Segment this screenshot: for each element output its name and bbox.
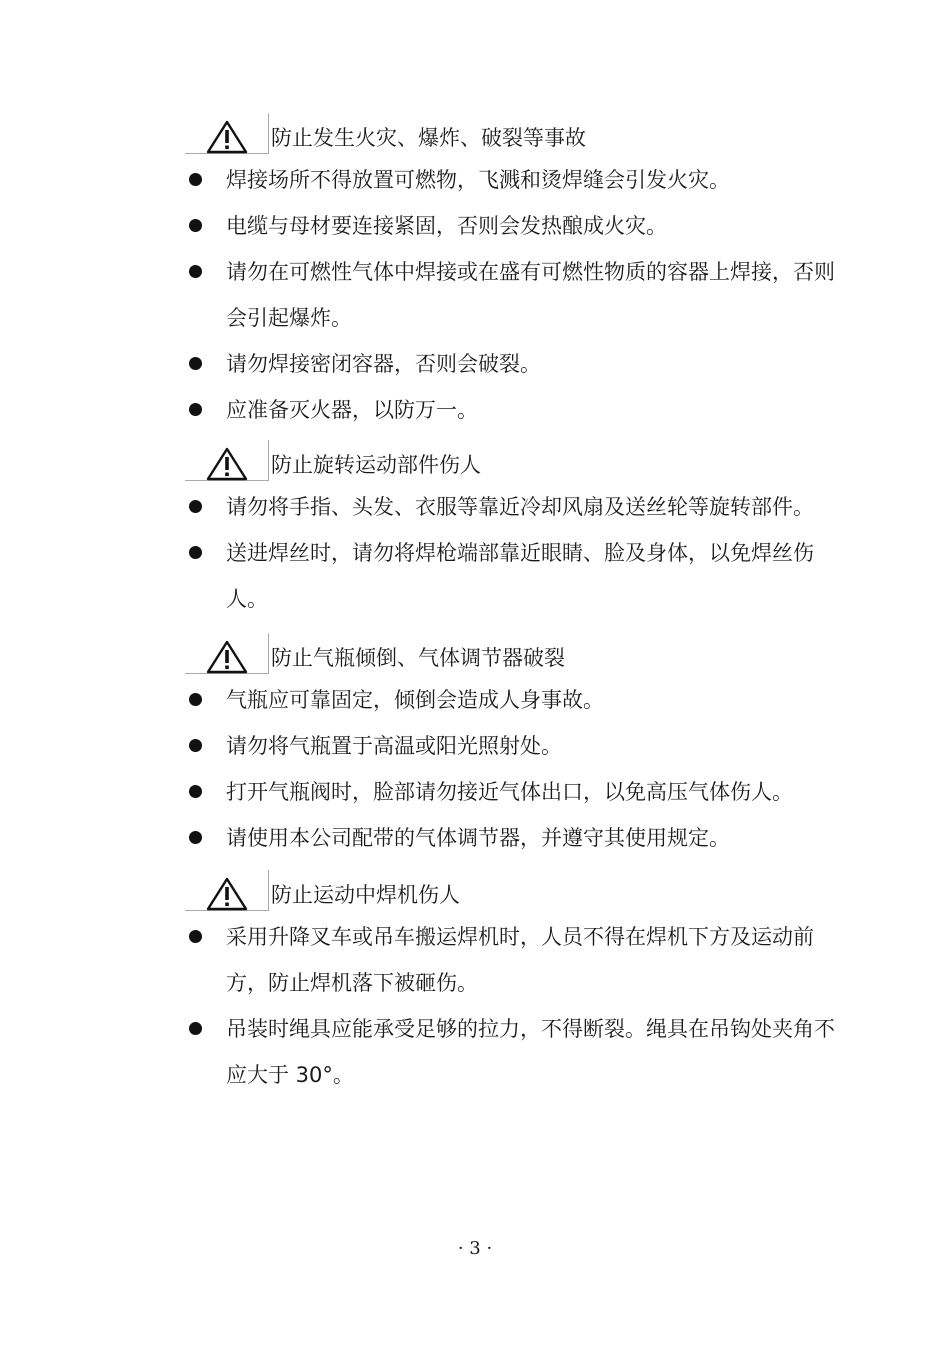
list-item-text: 请使用本公司配带的气体调节器，并遵守其使用规定。 (226, 826, 730, 850)
list-item (0, 769, 851, 815)
list-item-text: 气瓶应可靠固定，倾倒会造成人身事故。 (226, 688, 604, 712)
list-item-text: 电缆与母材要连接紧固，否则会发热酿成火灾。 (226, 214, 667, 238)
list-item (0, 157, 851, 203)
bullet-list (0, 677, 950, 861)
list-item-text: 打开气瓶阀时，脸部请勿接近气体出口，以免高压气体伤人。 (226, 780, 793, 804)
list-item-text: 采用升降叉车或吊车搬运焊机时，人员不得在焊机下方及运动前方，防止焊机落下被砸伤。 (226, 925, 814, 995)
section-gas-cylinder (0, 633, 950, 861)
list-item-text: 吊装时绳具应能承受足够的拉力，不得断裂。绳具在吊钩处夹角不应大于 30°。 (226, 1017, 835, 1087)
list-item (0, 341, 851, 387)
list-item (0, 203, 851, 249)
bullet-icon (189, 173, 202, 186)
warning-icon-box (185, 440, 269, 481)
list-item (0, 484, 851, 530)
warning-icon-box (185, 113, 269, 154)
section-heading: 防止气瓶倾倒、气体调节器破裂 (271, 646, 565, 670)
list-item-text: 请勿将手指、头发、衣服等靠近冷却风扇及送丝轮等旋转部件。 (226, 495, 814, 519)
bullet-icon (189, 831, 202, 844)
warning-heading (185, 440, 950, 484)
bullet-list (0, 157, 950, 433)
section-moving-welder (0, 870, 950, 1098)
bullet-icon (189, 930, 202, 943)
warning-icon-box (185, 633, 269, 674)
warning-triangle-icon (205, 446, 249, 482)
list-item-text: 请勿将气瓶置于高温或阳光照射处。 (226, 734, 562, 758)
list-item-text: 送进焊丝时，请勿将焊枪端部靠近眼睛、脸及身体，以免焊丝伤人。 (226, 541, 814, 611)
list-item (0, 723, 851, 769)
bullet-icon (189, 1022, 202, 1035)
list-item (0, 815, 851, 861)
warning-triangle-icon (205, 639, 249, 675)
bullet-icon (189, 739, 202, 752)
list-item-text: 请勿在可燃性气体中焊接或在盛有可燃性物质的容器上焊接，否则会引起爆炸。 (226, 260, 835, 330)
section-fire-explosion (0, 113, 950, 433)
warning-icon-box (185, 870, 269, 911)
warning-heading (185, 113, 950, 157)
bullet-icon (189, 357, 202, 370)
page-number: · 3 · (457, 1238, 493, 1259)
bullet-list (0, 484, 950, 622)
bullet-list (0, 914, 950, 1098)
list-item (0, 387, 851, 433)
list-item (0, 677, 851, 723)
section-rotating-parts (0, 440, 950, 622)
bullet-icon (189, 785, 202, 798)
warning-triangle-icon (205, 119, 249, 155)
warning-heading (185, 633, 950, 677)
bullet-icon (189, 265, 202, 278)
list-item (0, 530, 851, 622)
bullet-icon (189, 403, 202, 416)
warning-triangle-icon (205, 876, 249, 912)
section-heading: 防止旋转运动部件伤人 (271, 453, 481, 477)
list-item-text: 焊接场所不得放置可燃物，飞溅和烫焊缝会引发火灾。 (226, 168, 730, 192)
bullet-icon (189, 693, 202, 706)
warning-heading (185, 870, 950, 914)
list-item-text: 应准备灭火器，以防万一。 (226, 398, 478, 422)
list-item-text: 请勿焊接密闭容器，否则会破裂。 (226, 352, 541, 376)
section-heading: 防止发生火灾、爆炸、破裂等事故 (271, 126, 586, 150)
section-heading: 防止运动中焊机伤人 (271, 883, 460, 907)
list-item (0, 914, 851, 1006)
bullet-icon (189, 219, 202, 232)
list-item (0, 249, 851, 341)
bullet-icon (189, 500, 202, 513)
bullet-icon (189, 546, 202, 559)
list-item (0, 1006, 851, 1098)
